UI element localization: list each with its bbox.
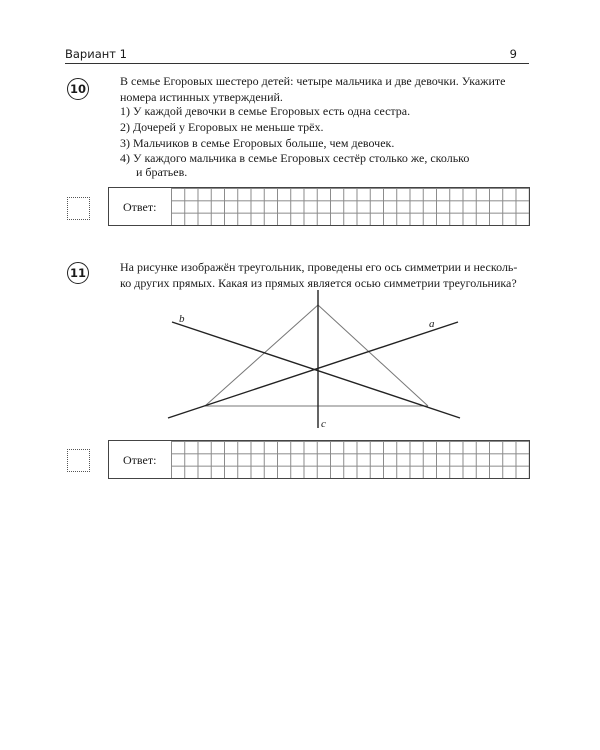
question-10-option-4: 4) У каждого мальчика в семье Егоровых сестёр столько же, сколько xyxy=(120,151,470,165)
triangle-left-side xyxy=(205,305,318,406)
question-10-option-1: 1) У каждой девочки в семье Егоровых есть одна сестра. xyxy=(120,104,411,118)
question-10-option-4-continuation: и братьев. xyxy=(136,165,188,179)
question-11-answer-label: Ответ: xyxy=(123,453,157,467)
question-11-text-line1: На рисунке изображён треугольник, проведены его ось симметрии и несколь- xyxy=(120,260,518,274)
question-11-score-box xyxy=(67,449,90,472)
triangle-right-side xyxy=(318,305,428,406)
line-c-label: c xyxy=(321,418,326,430)
line-b xyxy=(172,322,460,418)
question-10-option-3: 3) Мальчиков в семье Егоровых больше, чем девочек. xyxy=(120,136,395,150)
line-a-label: a xyxy=(429,318,435,330)
page-number: 9 xyxy=(509,47,517,61)
question-10-answer-label: Ответ: xyxy=(123,200,157,214)
question-10-option-2: 2) Дочерей у Егоровых не меньше трёх. xyxy=(120,120,324,134)
question-11-number: 11 xyxy=(67,262,89,284)
variant-label: Вариант 1 xyxy=(65,47,127,61)
question-10-intro-line2: номера истинных утверждений. xyxy=(120,89,283,104)
line-b-label: b xyxy=(179,313,185,325)
line-a xyxy=(168,322,458,418)
question-10-number: 10 xyxy=(67,78,89,100)
question-10-intro-line1: В семье Егоровых шестеро детей: четыре мальчика и две девочки. Укажите xyxy=(120,74,506,88)
question-11-answer-box[interactable] xyxy=(108,440,530,479)
question-11-text-line2: ко других прямых. Какая из прямых является осью симметрии треугольника? xyxy=(120,275,517,290)
question-11-answer-grid[interactable] xyxy=(171,441,529,478)
